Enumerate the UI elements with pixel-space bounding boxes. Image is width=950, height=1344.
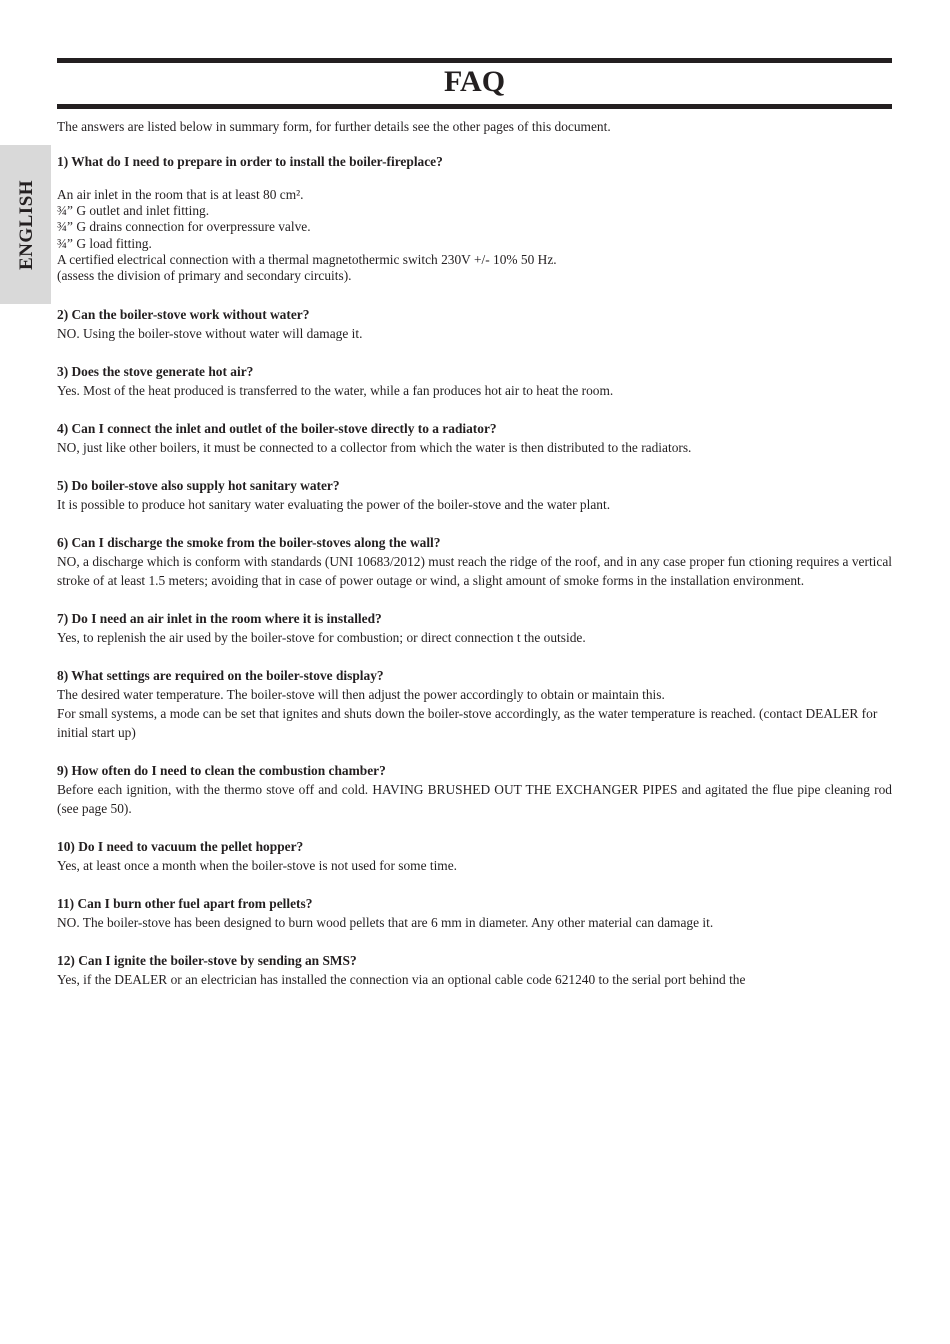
faq-content [57,117,892,1008]
faq-answer-line: For small systems, a mode can be set that ignites and shuts down the boiler-stove accordingly, as the water temperature is reached. (contact DEALER for initial start up) [57,706,878,741]
faq-question: 12) Can I ignite the boiler-stove by sending an SMS? [57,953,357,969]
faq-item [57,609,892,647]
faq-answer: Yes, at least once a month when the boiler-stove is not used for some time. [57,858,458,874]
faq-item [57,152,892,284]
faq-question: 4) Can I connect the inlet and outlet of the boiler-stove directly to a radiator? [57,421,497,437]
faq-answer: Yes, if the DEALER or an electrician has installed the connection via an optional cable code 621240 to the serial port behind the [57,972,746,988]
faq-answer-line: ¾” G drains connection for overpressure valve. [57,219,311,235]
faq-answer-line: ¾” G outlet and inlet fitting. [57,203,210,219]
faq-question: 1) What do I need to prepare in order to install the boiler-fireplace? [57,154,443,169]
faq-answer: NO. The boiler-stove has been designed to burn wood pellets that are 6 mm in diameter. Any other material can damage it. [57,915,714,931]
faq-answer: Yes. Most of the heat produced is transferred to the water, while a fan produces hot air to heat the room. [57,383,614,399]
faq-question: 5) Do boiler-stove also supply hot sanitary water? [57,478,340,494]
faq-answer: Yes, to replenish the air used by the boiler-stove for combustion; or direct connection t the outside. [57,630,586,646]
faq-answer: NO, just like other boilers, it must be connected to a collector from which the water is then distributed to the radiators. [57,440,692,456]
faq-question: 2) Can the boiler-stove work without water? [57,307,310,323]
faq-answer-line: The desired water temperature. The boiler-stove will then adjust the power accordingly to obtain or maintain this. [57,687,665,703]
language-side-tab-label-wrap [2,145,53,304]
intro-text: The answers are listed below in summary form, for further details see the other pages of this document. [57,119,611,134]
faq-item [57,419,892,457]
faq-item [57,951,892,989]
faq-answer-line: (assess the division of primary and secondary circuits). [57,268,352,284]
faq-item [57,533,892,590]
faq-answer-line: ¾” G load fitting. [57,235,152,251]
faq-answer-line: An air inlet in the room that is at least 80 cm². [57,187,304,202]
faq-answer: NO, a discharge which is conform with standards (UNI 10683/2012) must reach the ridge of the roof, and in any case proper fun ctioning requires a vertical stroke of at least 1.5 meters; avoiding that in case of power outage or wind, a slight amount of smoke forms in the installation environment. [57,554,892,589]
faq-answer: It is possible to produce hot sanitary water evaluating the power of the boiler-stove and the water plant. [57,497,611,513]
faq-item [57,666,892,742]
language-label: ENGLISH [16,179,38,270]
faq-item [57,837,892,875]
faq-question: 10) Do I need to vacuum the pellet hopper? [57,839,304,855]
faq-question: 3) Does the stove generate hot air? [57,364,254,380]
faq-item [57,362,892,400]
faq-question: 9) How often do I need to clean the combustion chamber? [57,763,386,779]
page-title: FAQ [443,65,506,98]
header-bottom-rule [57,104,892,109]
faq-item [57,305,892,343]
faq-question: 7) Do I need an air inlet in the room where it is installed? [57,611,382,627]
faq-question: 11) Can I burn other fuel apart from pellets? [57,896,313,912]
faq-answer: NO. Using the boiler-stove without water will damage it. [57,326,363,342]
faq-item [57,894,892,932]
faq-item [57,476,892,514]
faq-question: 6) Can I discharge the smoke from the boiler-stoves along the wall? [57,535,441,551]
faq-question: 8) What settings are required on the boiler-stove display? [57,668,384,684]
faq-answer-line: A certified electrical connection with a thermal magnetothermic switch 230V +/- 10% 50 Hz. [57,251,557,267]
faq-item [57,761,892,818]
faq-answer: Before each ignition, with the thermo stove off and cold. HAVING BRUSHED OUT THE EXCHANGER PIPES and agitated the flue pipe cleaning rod (see page 50). [57,782,892,817]
